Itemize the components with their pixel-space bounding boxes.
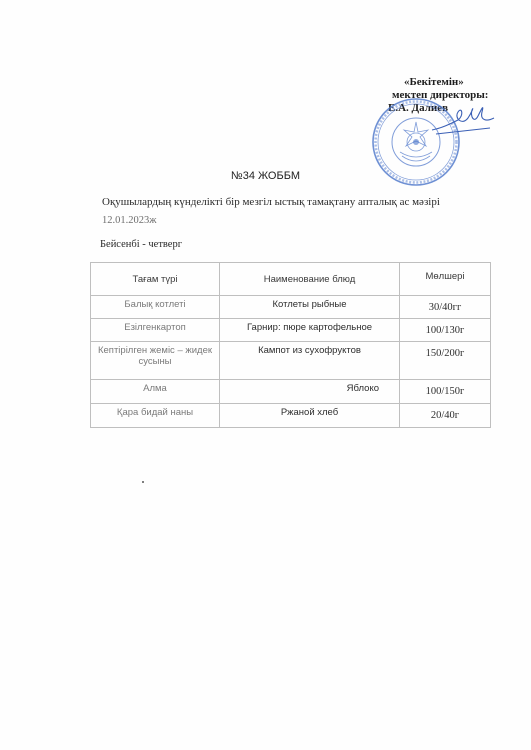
column-header-portion: Мөлшері — [400, 263, 491, 296]
table-row — [91, 342, 491, 380]
weekday-label: Бейсенбі - четверг — [100, 239, 183, 250]
menu-title: Оқушылардың күнделікті бір мезгіл ыстық тамақтану апталық ас мәзірі — [102, 196, 440, 208]
table-row — [91, 380, 491, 404]
table-row — [91, 404, 491, 428]
table-row — [91, 319, 491, 342]
approval-heading: «Бекітемін» — [404, 76, 464, 88]
school-name: №34 ЖОББМ — [230, 170, 301, 182]
scan-speck — [142, 481, 144, 483]
column-header-dish-name: Наименование блюд — [220, 263, 400, 296]
cell-dish-type: Езілгенкартоп — [91, 319, 220, 342]
table-row — [91, 296, 491, 319]
cell-dish-name: Гарнир: пюре картофельное — [220, 319, 400, 342]
cell-portion: 100/150г — [400, 380, 491, 404]
menu-table — [90, 262, 491, 428]
director-signature-icon — [428, 98, 498, 138]
cell-dish-type: Алма — [91, 380, 220, 404]
cell-dish-name: Яблоко — [220, 380, 400, 404]
approval-position: мектеп директоры: — [392, 89, 489, 101]
cell-portion: 100/130г — [400, 319, 491, 342]
cell-dish-type: Қара бидай наны — [91, 404, 220, 428]
menu-table-header-row — [91, 263, 491, 296]
cell-dish-name: Котлеты рыбные — [220, 296, 400, 319]
approval-name: Е.А. Далиев — [388, 102, 449, 114]
column-header-dish-type: Тағам түрі — [91, 263, 220, 296]
menu-date: 12.01.2023ж — [102, 215, 157, 226]
cell-dish-type: Балық котлеті — [91, 296, 220, 319]
cell-dish-name: Ржаной хлеб — [220, 404, 400, 428]
cell-portion: 20/40г — [400, 404, 491, 428]
cell-portion: 150/200г — [400, 342, 491, 380]
cell-dish-type: Кептірілген жеміс – жидек сусыны — [91, 342, 220, 380]
cell-portion: 30/40гг — [400, 296, 491, 319]
cell-dish-name: Кампот из сухофруктов — [220, 342, 400, 380]
